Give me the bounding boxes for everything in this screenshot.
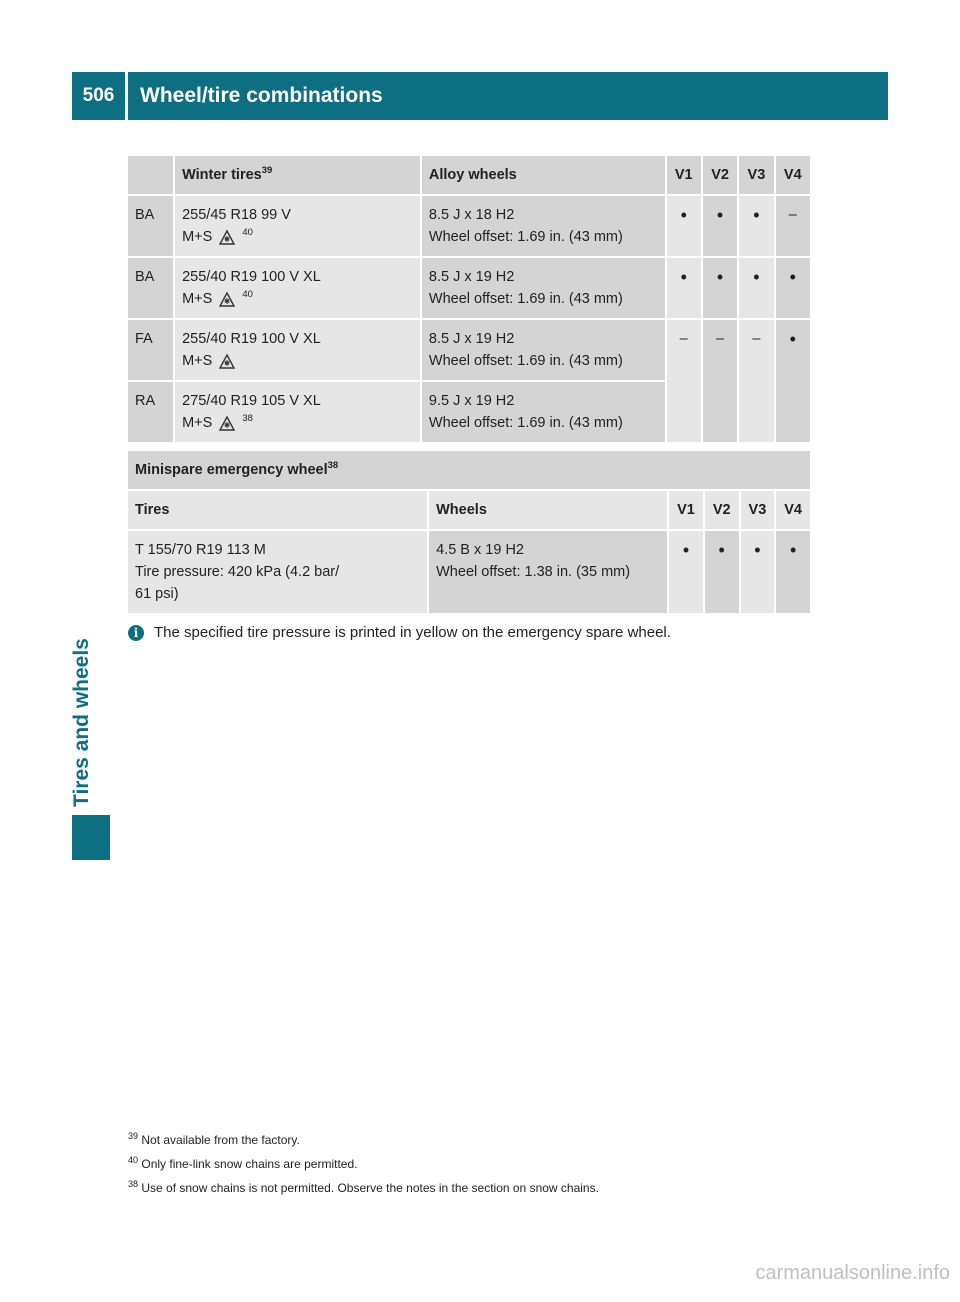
table-title-row <box>128 451 810 489</box>
wheel-cell: 9.5 J x 19 H2 Wheel offset: 1.69 in. (43 mm) <box>422 382 665 442</box>
header-winter-tires: Winter tires$^{39}$ <box>175 156 420 194</box>
watermark: carmanualsonline.info <box>755 1262 950 1284</box>
side-tab-label: Tires and wheels <box>70 638 93 807</box>
info-note <box>128 624 671 641</box>
v4-cell: – <box>776 196 810 256</box>
v3-cell: • <box>739 258 773 318</box>
info-note-text: The specified tire pressure is printed in yellow on the emergency spare wheel. <box>154 624 671 641</box>
position-cell: BA <box>128 196 173 256</box>
snowflake-mountain-icon <box>216 412 238 434</box>
v4-cell: • <box>776 258 810 318</box>
v3-cell: – <box>739 320 773 442</box>
v2-cell: • <box>705 531 739 613</box>
v4-cell: • <box>776 320 810 442</box>
v1-cell: • <box>667 196 701 256</box>
side-tab <box>72 0 110 815</box>
header-v4: V4 <box>776 491 810 529</box>
tire-cell: 275/40 R19 105 V XL M+S $^{38}$ <box>175 382 420 442</box>
v3-cell: • <box>739 196 773 256</box>
v2-cell: – <box>703 320 737 442</box>
snowflake-mountain-icon <box>216 226 238 248</box>
wheel-cell: 4.5 B x 19 H2 Wheel offset: 1.38 in. (35 mm) <box>429 531 667 613</box>
footnotes <box>128 1126 599 1198</box>
table-header-row <box>128 491 810 529</box>
snowflake-mountain-icon <box>216 288 238 310</box>
header-v2: V2 <box>703 156 737 194</box>
wheel-cell: 8.5 J x 19 H2 Wheel offset: 1.69 in. (43 mm) <box>422 258 665 318</box>
v2-cell: • <box>703 196 737 256</box>
header-v3: V3 <box>739 156 773 194</box>
tire-cell: 255/45 R18 99 V M+S $^{40}$ <box>175 196 420 256</box>
table-row <box>128 258 810 318</box>
position-cell: FA <box>128 320 173 380</box>
header-v3: V3 <box>741 491 775 529</box>
footnote: $^{38}$ Use of snow chains is not permitted. Observe the notes in the section on snow chains. <box>128 1179 599 1195</box>
minispare-title: Minispare emergency wheel$^{38}$ <box>128 451 810 489</box>
header-tires: Tires <box>128 491 427 529</box>
position-cell: RA <box>128 382 173 442</box>
v1-cell: • <box>667 258 701 318</box>
v3-cell: • <box>741 531 775 613</box>
v1-cell: • <box>669 531 703 613</box>
wheel-cell: 8.5 J x 19 H2 Wheel offset: 1.69 in. (43 mm) <box>422 320 665 380</box>
winter-tires-table <box>126 154 812 444</box>
info-icon: i <box>128 625 144 641</box>
snowflake-mountain-icon <box>216 350 238 372</box>
tire-cell: 255/40 R19 100 V XL M+S $^{40}$ <box>175 258 420 318</box>
header-v4: V4 <box>776 156 810 194</box>
v2-cell: • <box>703 258 737 318</box>
v4-cell: • <box>776 531 810 613</box>
wheel-cell: 8.5 J x 18 H2 Wheel offset: 1.69 in. (43 mm) <box>422 196 665 256</box>
page-number: 506 <box>72 72 125 120</box>
table-header-row <box>128 156 810 194</box>
position-cell: BA <box>128 258 173 318</box>
footnote: $^{40}$ Only fine-link snow chains are permitted. <box>128 1155 358 1171</box>
header-position <box>128 156 173 194</box>
minispare-table <box>126 449 812 615</box>
header-v1: V1 <box>667 156 701 194</box>
tire-cell: 255/40 R19 100 V XL M+S <box>175 320 420 380</box>
table-row <box>128 531 810 613</box>
footnote: $^{39}$ Not available from the factory. <box>128 1131 300 1147</box>
header-v1: V1 <box>669 491 703 529</box>
v1-cell: – <box>667 320 701 442</box>
table-row <box>128 196 810 256</box>
header-alloy-wheels: Alloy wheels <box>422 156 665 194</box>
tire-cell: T 155/70 R19 113 M Tire pressure: 420 kPa (4.2 bar/ 61 psi) <box>128 531 427 613</box>
header-wheels: Wheels <box>429 491 667 529</box>
header-v2: V2 <box>705 491 739 529</box>
table-row <box>128 320 810 380</box>
page-title: Wheel/tire combinations <box>128 72 888 120</box>
side-tab-block <box>72 815 110 860</box>
